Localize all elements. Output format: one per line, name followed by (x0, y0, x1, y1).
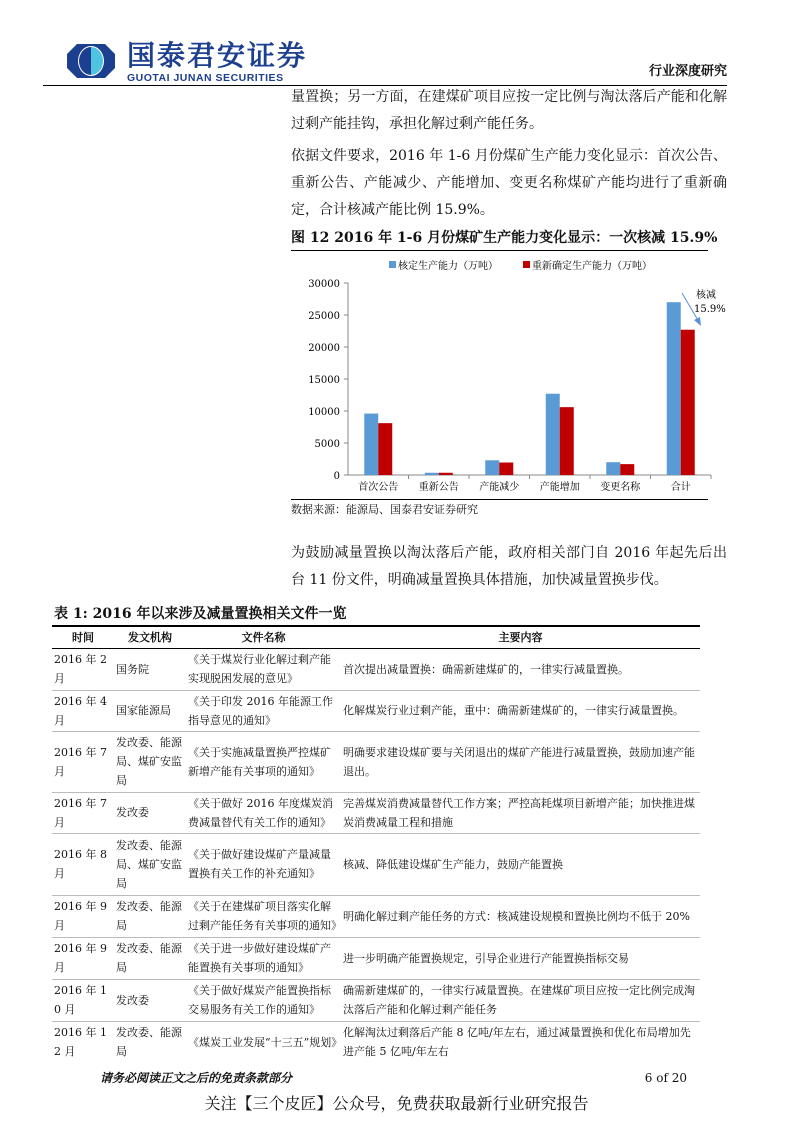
cell-content: 确需新建煤矿的，一律实行减量置换。在建煤矿项目应按一定比例完成淘汰落后产能和化解过剩产能任务 (341, 979, 700, 1021)
x-tick-label: 首次公告 (358, 482, 399, 493)
cell-document: 《关于进一步做好建设煤矿产能置换有关事项的通知》 (186, 937, 341, 979)
cell-date: 2016 年 9 月 (52, 937, 114, 979)
cell-document: 《关于做好煤炭产能置换指标交易服务有关工作的通知》 (186, 979, 341, 1021)
cell-date: 2016 年 10 月 (52, 979, 114, 1021)
cell-document: 《关于印发 2016 年能源工作指导意见的通知》 (186, 690, 341, 731)
cell-content: 化解煤炭行业过剩产能，重中：确需新建煤矿的，一律实行减量置换。 (341, 690, 700, 731)
cell-document: 《关于煤炭行业化解过剩产能实现脱困发展的意见》 (186, 648, 341, 690)
cell-agency: 发改委 (114, 979, 186, 1021)
x-tick-label: 变更名称 (600, 482, 641, 493)
table-row (52, 648, 700, 690)
x-tick-label: 产能减少 (479, 482, 520, 493)
table-row (52, 895, 700, 937)
bar-redetermined (499, 463, 513, 475)
y-tick-label: 30000 (308, 279, 340, 290)
cell-date: 2016 年 2 月 (52, 648, 114, 690)
column-header: 主要内容 (341, 626, 700, 648)
bar-redetermined (681, 330, 695, 475)
bar-approved (425, 473, 439, 475)
cell-date: 2016 年 4 月 (52, 690, 114, 731)
y-tick-label: 15000 (308, 375, 340, 386)
y-tick-label: 20000 (308, 343, 340, 354)
legend-swatch-blue (389, 261, 396, 268)
disclaimer-note: 请务必阅读正文之后的免责条款部分 (100, 1071, 293, 1085)
cell-date: 2016 年 9 月 (52, 895, 114, 937)
y-tick-label: 10000 (308, 407, 340, 418)
bar-redetermined (378, 423, 392, 475)
bar-redetermined (620, 464, 634, 475)
legend-swatch-red (523, 261, 530, 268)
table-row (52, 1021, 700, 1063)
cell-content: 首次提出减量置换：确需新建煤矿的，一律实行减量置换。 (341, 648, 700, 690)
table-row (52, 690, 700, 731)
paragraph: 为鼓励减量置换以淘汰落后产能，政府相关部门自 2016 年起先后出台 11 份文件，明确减量置换具体措施，加快减量置换步伐。 (291, 545, 727, 588)
cell-agency: 发改委、能源局 (114, 895, 186, 937)
y-tick-label: 5000 (314, 439, 340, 450)
annotation-text: 核减 (696, 290, 716, 301)
cell-date: 2016 年 12 月 (54, 1026, 107, 1059)
company-logo (67, 44, 115, 78)
cell-content: 完善煤炭消费减量替代工作方案；严控高耗煤项目新增产能；加快推进煤炭消费减量工程和措施 (341, 792, 700, 833)
bar-approved (606, 462, 620, 475)
cell-document: 《关于在建煤矿项目落实化解过剩产能任务有关事项的通知》 (186, 895, 341, 937)
cell-agency: 国务院 (114, 648, 186, 690)
cell-document: 《关于做好 2016 年度煤炭消费减量替代有关工作的通知》 (186, 792, 341, 833)
bar-approved (364, 414, 378, 475)
bar-chart (291, 252, 726, 498)
cell-document: 《关于实施减量置换严控煤矿新增产能有关事项的通知》 (186, 731, 341, 792)
cell-agency: 发改委、能源局、煤矿安监局 (114, 833, 186, 895)
cell-date: 2016 年 8 月 (52, 833, 114, 895)
documents-table (52, 625, 700, 1063)
paragraph: 量置换；另一方面，在建煤矿项目应按一定比例与淘汰落后产能和化解过剩产能挂钩，承担化解过剩产能任务。 (291, 89, 727, 132)
figure-title: 图 12 2016 年 1-6 月份煤矿生产能力变化显示：一次核减 15.9% (291, 230, 718, 246)
x-tick-label: 重新公告 (418, 482, 459, 493)
table-row (52, 731, 700, 792)
cell-content: 化解淘汰过剩落后产能 8 亿吨/年左右，通过减量置换和优化布局增加先进产能 5 亿吨/年左右 (343, 1026, 691, 1059)
table-row (52, 979, 700, 1021)
cell-agency: 发改委 (114, 792, 186, 833)
x-tick-label: 合计 (670, 482, 691, 493)
legend-label: 重新确定生产能力（万吨） (532, 261, 652, 272)
y-tick-label: 0 (333, 471, 340, 482)
cell-document: 《煤炭工业发展“十三五”规划》 (188, 1035, 343, 1049)
annotation-text: 15.9% (694, 304, 726, 315)
column-header: 时间 (52, 626, 114, 648)
bar-approved (546, 394, 560, 475)
cell-agency: 发改委、能源局 (114, 937, 186, 979)
cell-content: 明确化解过剩产能任务的方式：核减建设规模和置换比例均不低于 20% (341, 895, 700, 937)
cell-date: 2016 年 7 月 (52, 792, 114, 833)
figure-divider (291, 250, 708, 251)
brand-name-cn: 国泰君安证券 (127, 39, 308, 72)
bar-approved (485, 460, 499, 475)
bar-redetermined (439, 473, 453, 475)
bar-redetermined (560, 407, 574, 475)
column-header: 发文机构 (114, 626, 186, 648)
promo-banner: 关注【三个皮匠】公众号，免费获取最新行业研究报告 (204, 1094, 589, 1113)
table-title: 表 1: 2016 年以来涉及减量置换相关文件一览 (54, 606, 347, 622)
cell-agency: 发改委、能源局、煤矿安监局 (114, 731, 186, 792)
cell-agency: 国家能源局 (114, 690, 186, 731)
cell-content: 明确要求建设煤矿要与关闭退出的煤矿产能进行减量置换，鼓励加速产能退出。 (341, 731, 700, 792)
brand-name-en: GUOTAI JUNAN SECURITIES (127, 72, 284, 84)
column-header: 文件名称 (186, 626, 341, 648)
paragraph: 依据文件要求，2016 年 1-6 月份煤矿生产能力变化显示：首次公告、重新公告、产能减少、产能增加、变更名称煤矿产能均进行了重新确定，合计核减产能比例 15.9%。 (291, 148, 727, 218)
cell-document: 《关于做好建设煤矿产量减量置换有关工作的补充通知》 (186, 833, 341, 895)
page-number: 6 of 20 (644, 1071, 687, 1085)
table-row (52, 833, 700, 895)
section-label: 行业深度研究 (648, 64, 727, 79)
y-tick-label: 25000 (308, 311, 340, 322)
figure-source: 数据来源：能源局、国泰君安证券研究 (291, 503, 478, 516)
cell-agency: 发改委、能源局 (116, 1026, 182, 1059)
cell-content: 核减、降低建设煤矿生产能力，鼓励产能置换 (341, 833, 700, 895)
legend-label: 核定生产能力（万吨） (398, 261, 498, 272)
table-row (52, 937, 700, 979)
bar-approved (667, 302, 681, 475)
cell-date: 2016 年 7 月 (52, 731, 114, 792)
cell-content: 进一步明确产能置换规定，引导企业进行产能置换指标交易 (341, 937, 700, 979)
table-row (52, 792, 700, 833)
source-divider (291, 499, 708, 500)
x-tick-label: 产能增加 (539, 482, 580, 493)
arrow-head-icon (694, 317, 701, 326)
